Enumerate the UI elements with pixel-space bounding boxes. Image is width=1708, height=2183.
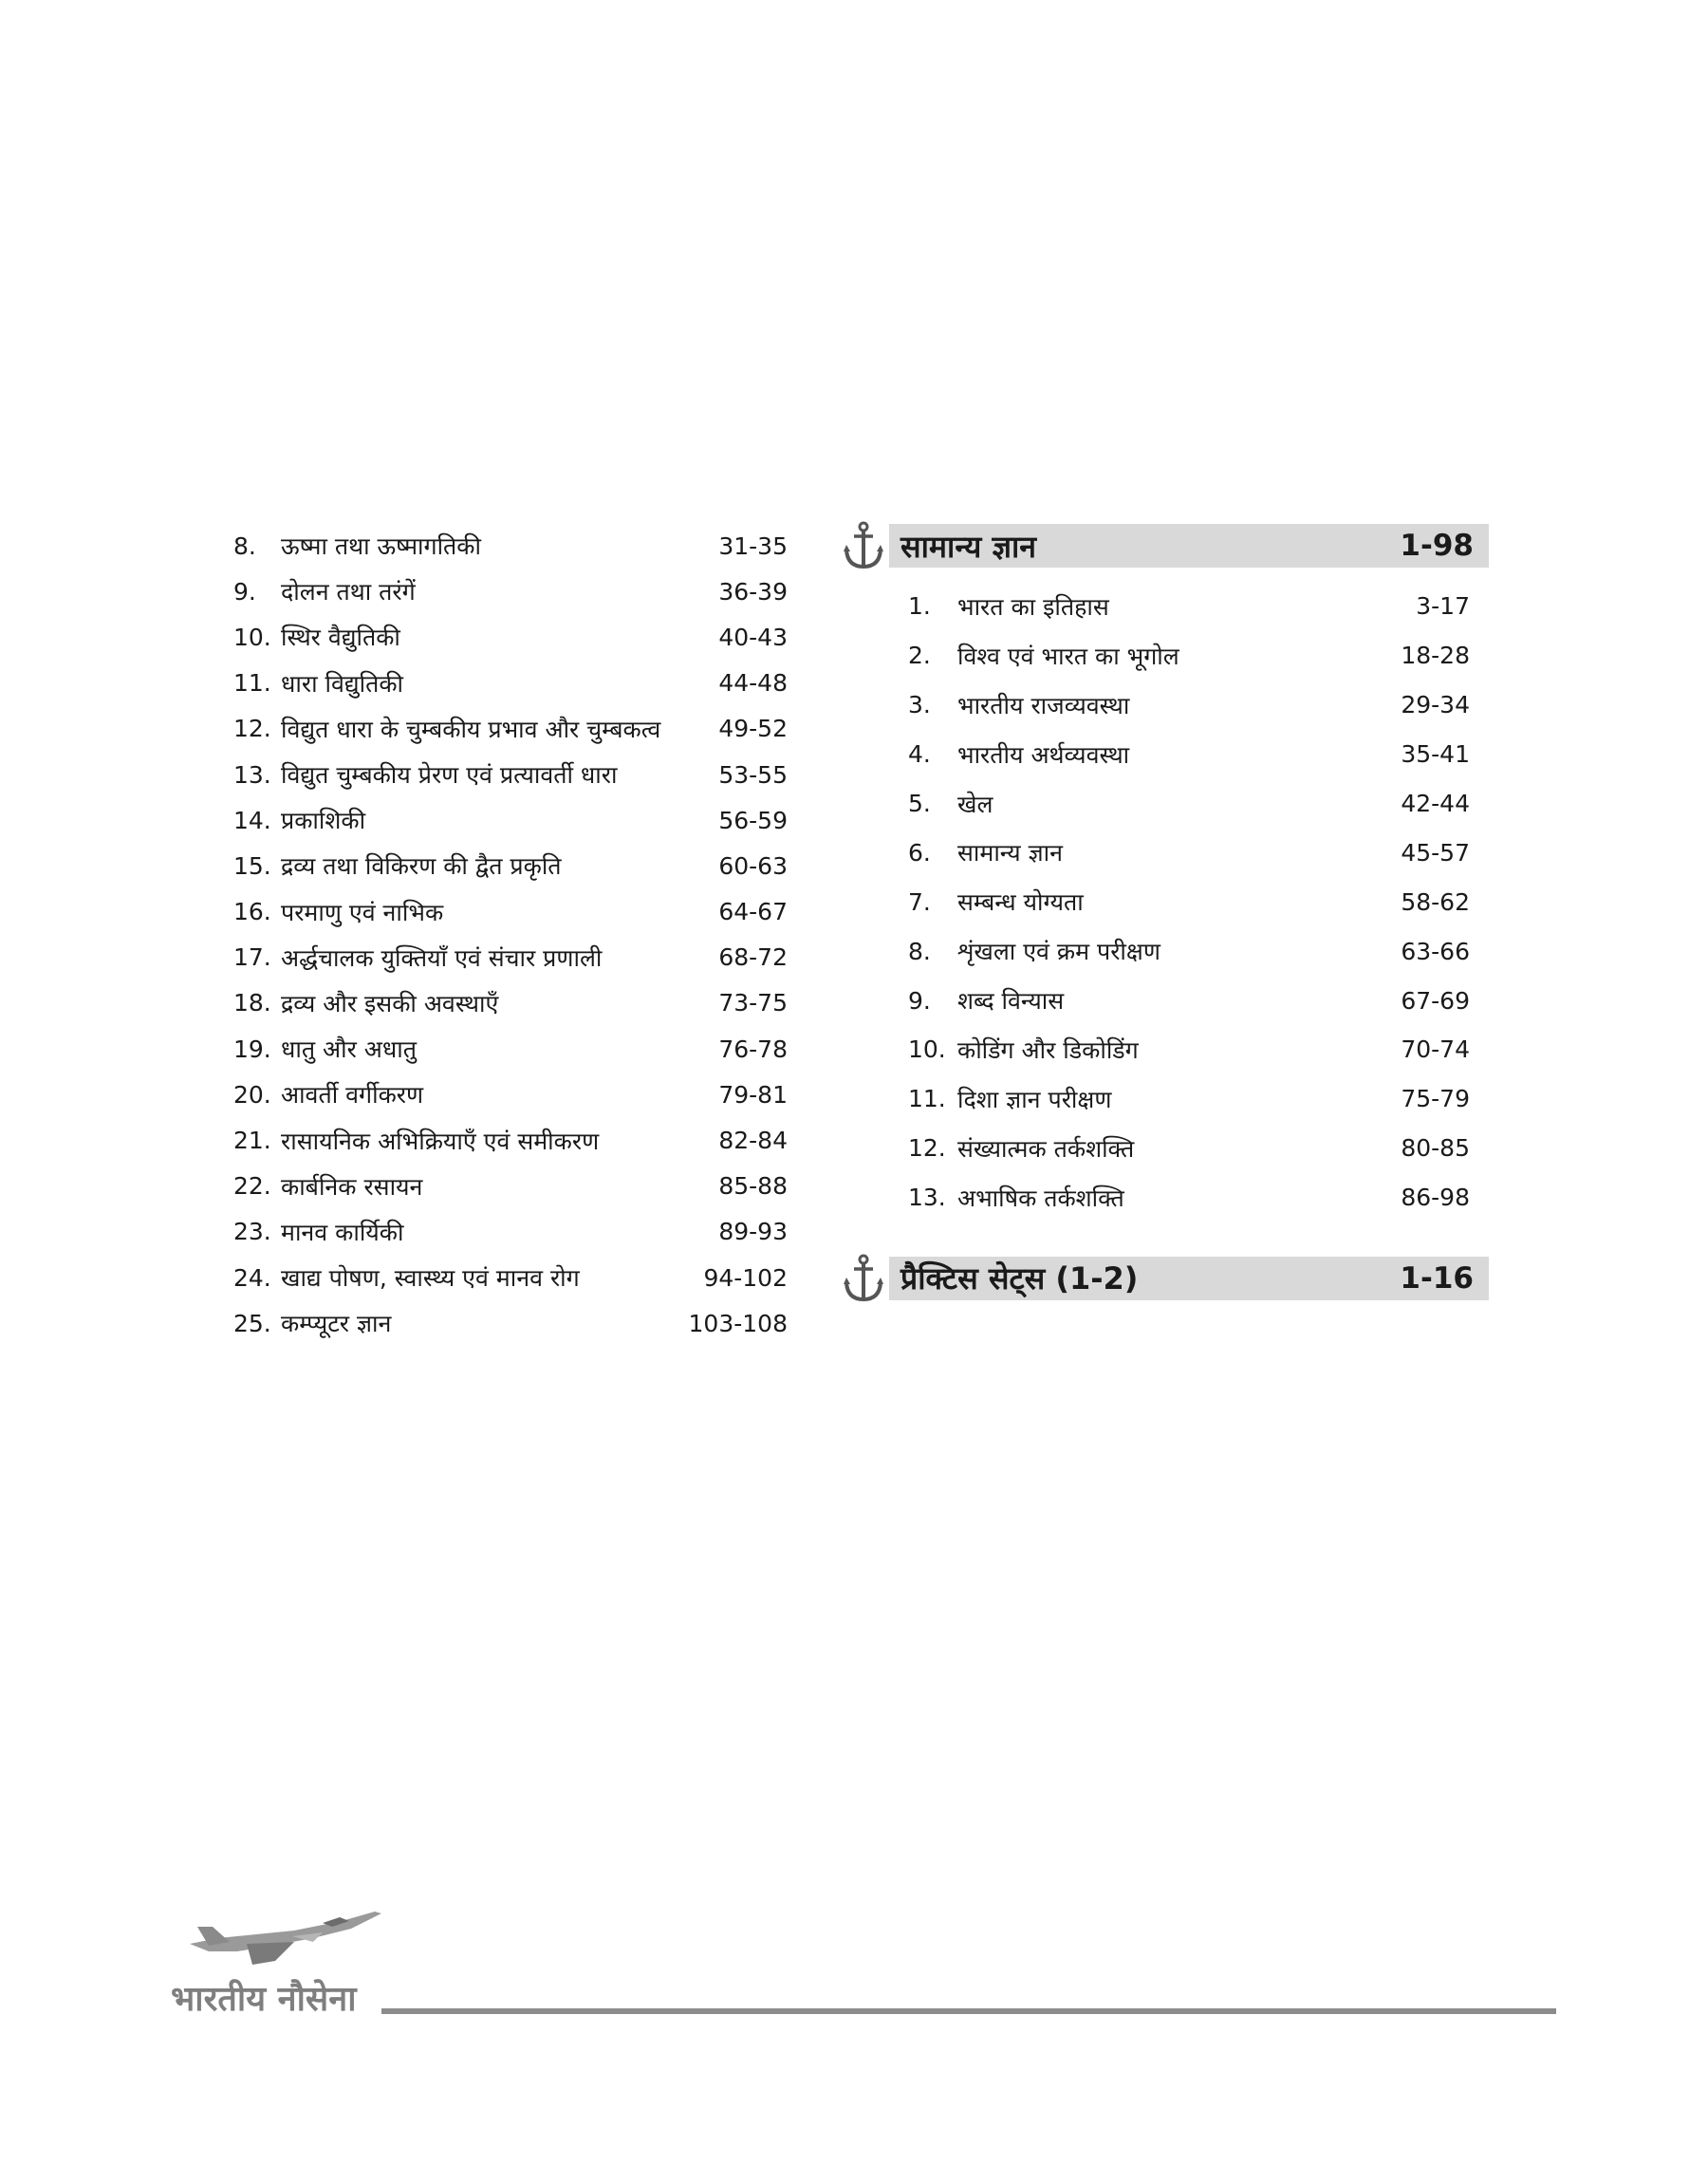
- entry-number: 9.: [233, 577, 256, 606]
- entry-title: खाद्य पोषण, स्वास्थ्य एवं मानव रोग: [281, 1264, 580, 1293]
- entry-pages: 31-35: [718, 532, 788, 560]
- entry-pages: 40-43: [718, 623, 788, 651]
- entry-number: 2.: [908, 642, 931, 670]
- entry-title: भारतीय अर्थव्यवस्था: [957, 740, 1130, 769]
- gk-section-header: [844, 523, 1489, 569]
- toc-entry: [233, 1164, 788, 1209]
- entry-title: विश्व एवं भारत का भूगोल: [957, 642, 1179, 670]
- entry-title: शृंखला एवं क्रम परीक्षण: [957, 938, 1160, 966]
- entry-number: 19.: [233, 1035, 271, 1063]
- toc-entry: [908, 631, 1470, 681]
- section-header-bar: [889, 524, 1489, 568]
- entry-number: 11.: [908, 1085, 946, 1113]
- fighter-jet-icon: [180, 1889, 389, 1972]
- section-pages: 1-98: [1400, 529, 1474, 563]
- toc-entry: [233, 661, 788, 706]
- entry-title: आवर्ती वर्गीकरण: [281, 1081, 424, 1110]
- entry-pages: 42-44: [1401, 790, 1470, 817]
- toc-entry: [908, 828, 1470, 877]
- entry-title: संख्यात्मक तर्कशक्ति: [957, 1134, 1135, 1163]
- entry-pages: 94-102: [703, 1263, 788, 1292]
- entry-number: 20.: [233, 1080, 271, 1109]
- section-pages: 1-16: [1400, 1260, 1474, 1296]
- entry-title: अर्द्धचालक युक्तियाँ एवं संचार प्रणाली: [281, 943, 603, 972]
- entry-pages: 63-66: [1401, 937, 1470, 965]
- entry-pages: 82-84: [718, 1127, 788, 1155]
- anchor-icon: [844, 1254, 883, 1303]
- entry-pages: 67-69: [1401, 986, 1470, 1015]
- entry-title: कार्बनिक रसायन: [281, 1172, 423, 1201]
- toc-right-column: [844, 523, 1489, 1301]
- entry-title: स्थिर वैद्युतिकी: [281, 624, 400, 652]
- entry-number: 16.: [233, 898, 271, 926]
- entry-pages: 68-72: [718, 943, 788, 972]
- entry-pages: 76-78: [718, 1035, 788, 1063]
- entry-title: द्रव्य और इसकी अवस्थाएँ: [281, 989, 499, 1017]
- entry-number: 10.: [233, 623, 271, 651]
- entry-pages: 79-81: [718, 1080, 788, 1109]
- entry-number: 17.: [233, 943, 271, 972]
- entry-number: 12.: [908, 1134, 946, 1163]
- entry-pages: 36-39: [718, 577, 788, 606]
- toc-entry: [908, 1173, 1470, 1222]
- entry-title: खेल: [957, 790, 993, 818]
- entry-title: द्रव्य तथा विकिरण की द्वैत प्रकृति: [281, 852, 562, 881]
- entry-title: धातु और अधातु: [281, 1036, 417, 1064]
- entry-title: शब्द विन्यास: [957, 987, 1065, 1016]
- entry-number: 10.: [908, 1036, 946, 1064]
- entry-pages: 3-17: [1416, 592, 1470, 621]
- entry-pages: 53-55: [718, 760, 788, 789]
- entry-pages: 73-75: [718, 989, 788, 1017]
- entry-pages: 86-98: [1401, 1184, 1470, 1212]
- toc-entry: [233, 706, 788, 752]
- entry-title: मानव कार्यिकी: [281, 1218, 404, 1246]
- toc-entry: [233, 569, 788, 614]
- entry-number: 15.: [233, 851, 271, 880]
- entry-number: 24.: [233, 1263, 271, 1292]
- entry-title: परमाणु एवं नाभिक: [281, 898, 444, 926]
- entry-title: कोडिंग और डिकोडिंग: [957, 1036, 1139, 1064]
- toc-entry: [233, 980, 788, 1026]
- toc-entry: [908, 1124, 1470, 1173]
- entry-title: विद्युत चुम्बकीय प्रेरण एवं प्रत्यावर्ती धारा: [281, 761, 618, 790]
- practice-section-header: [844, 1256, 1489, 1301]
- entry-pages: 85-88: [718, 1172, 788, 1201]
- toc-entry: [908, 582, 1470, 631]
- entry-number: 5.: [908, 790, 931, 817]
- toc-entry: [233, 614, 788, 660]
- entry-title: प्रकाशिकी: [281, 807, 366, 835]
- entry-title: अभाषिक तर्कशक्ति: [957, 1184, 1124, 1212]
- entry-pages: 64-67: [718, 898, 788, 926]
- entry-title: विद्युत धारा के चुम्बकीय प्रभाव और चुम्बकत्व: [281, 715, 661, 743]
- entry-number: 22.: [233, 1172, 271, 1201]
- entry-pages: 60-63: [718, 851, 788, 880]
- entry-pages: 75-79: [1401, 1085, 1470, 1113]
- footer-title: भारतीय नौसेना: [171, 1979, 357, 2019]
- toc-entry: [908, 779, 1470, 829]
- entry-pages: 103-108: [688, 1309, 788, 1337]
- entry-title: दोलन तथा तरंगें: [281, 578, 416, 606]
- entry-pages: 70-74: [1401, 1036, 1470, 1064]
- toc-entry: [233, 1117, 788, 1163]
- entry-number: 18.: [233, 989, 271, 1017]
- entry-pages: 29-34: [1401, 691, 1470, 719]
- toc-entry: [908, 926, 1470, 976]
- entry-pages: 44-48: [718, 669, 788, 698]
- toc-entry: [908, 1025, 1470, 1074]
- toc-entry: [908, 730, 1470, 779]
- entry-number: 9.: [908, 986, 931, 1015]
- toc-entry: [233, 523, 788, 569]
- entry-number: 3.: [908, 691, 931, 719]
- entry-title: दिशा ज्ञान परीक्षण: [957, 1085, 1112, 1113]
- toc-entry: [233, 935, 788, 980]
- entry-title: सामान्य ज्ञान: [957, 839, 1063, 868]
- toc-entry: [908, 976, 1470, 1025]
- footer-rule: [381, 2008, 1556, 2014]
- page-footer: [171, 1889, 1556, 2022]
- entry-title: रासायनिक अभिक्रियाएँ एवं समीकरण: [281, 1127, 600, 1155]
- entry-title: सम्बन्ध योग्यता: [957, 888, 1084, 917]
- toc-left-column: [233, 523, 788, 1346]
- entry-pages: 58-62: [1401, 887, 1470, 916]
- toc-entry: [908, 681, 1470, 730]
- toc-entry: [908, 877, 1470, 926]
- toc-entry: [233, 843, 788, 888]
- entry-number: 6.: [908, 838, 931, 867]
- entry-number: 14.: [233, 806, 271, 834]
- entry-number: 11.: [233, 669, 271, 698]
- entry-number: 13.: [908, 1184, 946, 1212]
- toc-entry: [233, 1026, 788, 1072]
- toc-entry: [233, 1300, 788, 1346]
- entry-pages: 80-85: [1401, 1134, 1470, 1163]
- section-header-bar: [889, 1257, 1489, 1300]
- section-title: सामान्य ज्ञान: [900, 528, 1037, 565]
- entry-number: 23.: [233, 1218, 271, 1246]
- toc-entry: [233, 1209, 788, 1255]
- entry-number: 8.: [233, 532, 256, 560]
- gk-section-list: [908, 582, 1470, 1222]
- entry-title: धारा विद्युतिकी: [281, 669, 404, 698]
- entry-number: 7.: [908, 887, 931, 916]
- section-title: प्रैक्टिस सेट्स (1-2): [900, 1260, 1139, 1297]
- entry-number: 21.: [233, 1127, 271, 1155]
- entry-pages: 18-28: [1401, 642, 1470, 670]
- entry-title: ऊष्मा तथा ऊष्मागतिकी: [281, 532, 481, 561]
- entry-number: 13.: [233, 760, 271, 789]
- toc-entry: [233, 1255, 788, 1300]
- entry-pages: 56-59: [718, 806, 788, 834]
- entry-title: भारतीय राजव्यवस्था: [957, 691, 1130, 719]
- toc-entry: [233, 1072, 788, 1117]
- entry-number: 12.: [233, 715, 271, 743]
- entry-pages: 35-41: [1401, 740, 1470, 769]
- toc-entry: [233, 889, 788, 935]
- anchor-icon: [844, 521, 883, 570]
- entry-pages: 49-52: [718, 715, 788, 743]
- toc-entry: [908, 1074, 1470, 1124]
- entry-number: 4.: [908, 740, 931, 769]
- entry-number: 1.: [908, 592, 931, 621]
- entry-number: 25.: [233, 1309, 271, 1337]
- toc-entry: [233, 752, 788, 797]
- entry-title: कम्प्यूटर ज्ञान: [281, 1310, 392, 1338]
- toc-entry: [233, 797, 788, 843]
- entry-pages: 45-57: [1401, 838, 1470, 867]
- entry-number: 8.: [908, 937, 931, 965]
- entry-pages: 89-93: [718, 1218, 788, 1246]
- entry-title: भारत का इतिहास: [957, 592, 1109, 621]
